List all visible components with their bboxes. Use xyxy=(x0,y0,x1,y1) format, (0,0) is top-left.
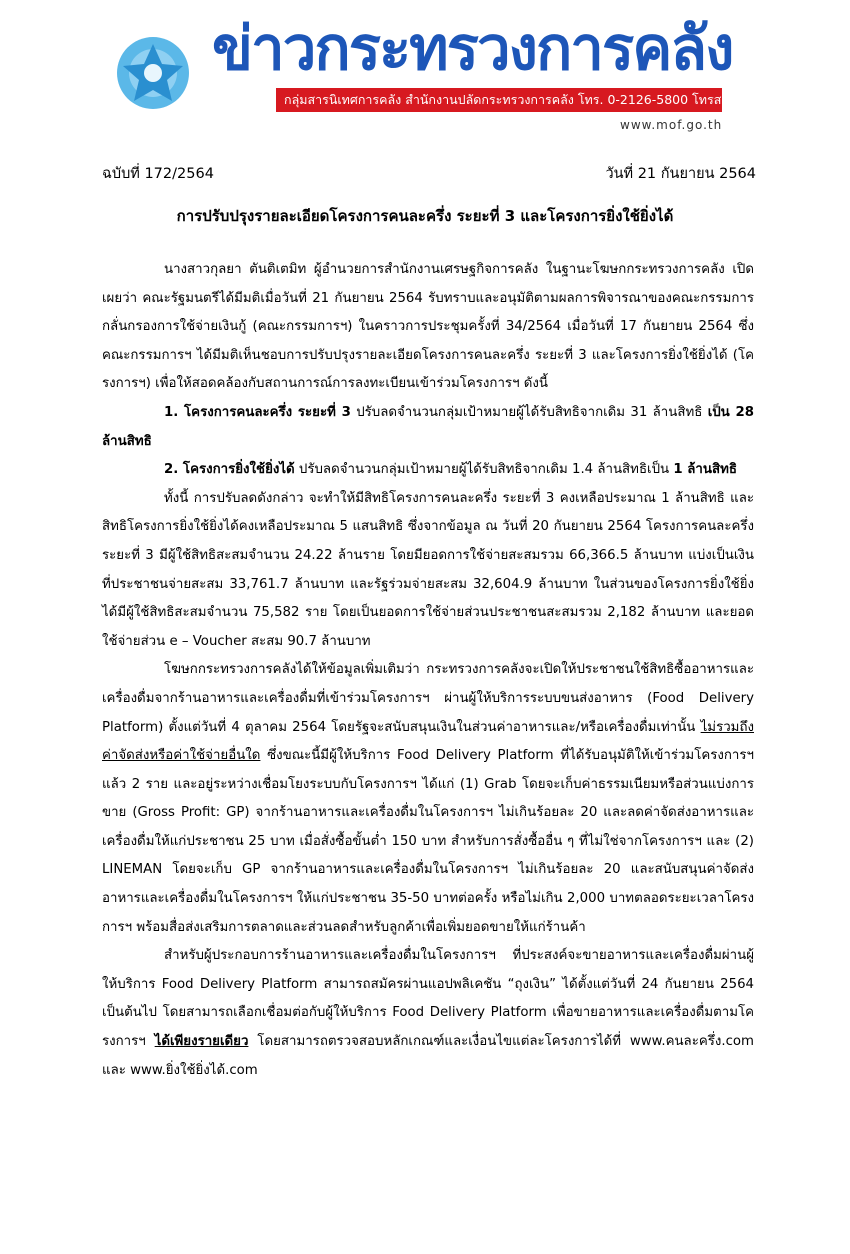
paragraph-statistics: ทั้งนี้ การปรับลดดังกล่าว จะทำให้มีสิทธิโครงการคนละครึ่ง ระยะที่ 3 คงเหลือประมาณ 1 ล้านสิทธิ และสิทธิโครงการยิ่งใช้ยิ่งได้คงเหลือประมาณ 5 แสนสิทธิ ซึ่งจากข้อมูล ณ วันที่ 20 กันยายน 2564 โครงการคนละครึ่ง ระยะที่ 3 มีผู้ใช้สิทธิสะสมจำนวน 24.22 ล้านราย โดยมียอดการใช้จ่ายสะสมรวม 66,366.5 ล้านบาท แบ่งเป็นเงินที่ประชาชนจ่ายสะสม 33,761.7 ล้านบาท และรัฐร่วมจ่ายสะสม 32,604.9 ล้านบาท ในส่วนของโครงการยิ่งใช้ยิ่งได้มีผู้ใช้สิทธิสะสมจำนวน 75,582 ราย โดยเป็นยอดการใช้จ่ายส่วนประชาชนสะสมรวม 2,182 ล้านบาท และยอดใช้จ่ายส่วน e – Voucher สะสม 90.7 ล้านบาท xyxy=(102,490,754,649)
item-1-text: ปรับลดจำนวนกลุ่มเป้าหมายผู้ได้รับสิทธิจากเดิม 31 ล้านสิทธิ xyxy=(350,404,708,420)
paragraph-delivery-b: ซึ่งขณะนี้มีผู้ให้บริการ Food Delivery Platform ที่ได้รับอนุมัติให้เข้าร่วมโครงการฯ แล้ว 2 ราย และอยู่ระหว่างเชื่อมโยงระบบกับโครงการฯ ได้แก่ (1) Grab โดยจะเก็บค่าธรรมเนียมหรือส่วนแบ่งการขาย (Gross Profit: GP) จากร้านอาหารและเครื่องดื่มในโครงการฯ ไม่เกินร้อยละ 20 และลดค่าจัดส่งอาหารและเครื่องดื่มให้แก่ประชาชน 25 บาท เมื่อสั่งซื้อขั้นต่ำ 150 บาท สำหรับการสั่งซื้ออื่น ๆ ที่ไม่ใช่จากโครงการฯ และ (2) LINEMAN โดยจะเก็บ GP จากร้านอาหารและเครื่องดื่มในโครงการฯ ไม่เกินร้อยละ 20 และสนับสนุนค่าจัดส่งอาหารและเครื่องดื่มในโครงการฯ ให้แก่ประชาชน 35-50 บาทต่อครั้ง หรือไม่เกิน 2,000 บาทตลอดระยะเวลาโครงการฯ พร้อมสื่อส่งเสริมการตลาดและส่วนลดสำหรับลูกค้าเพื่อเพิ่มยอดขายให้แก่ร้านค้า xyxy=(102,748,754,935)
paragraph-delivery xyxy=(102,656,754,942)
paragraph-intro: นางสาวกุลยา ตันติเตมิท ผู้อำนวยการสำนักงานเศรษฐกิจการคลัง ในฐานะโฆษกกระทรวงการคลัง เปิดเผยว่า คณะรัฐมนตรีได้มีมติเมื่อวันที่ 21 กันยายน 2564 รับทราบและอนุมัติตามผลการพิจารณาของคณะกรรมการกลั่นกรองการใช้จ่ายเงินกู้ (คณะกรรมการฯ) ในคราวการประชุมครั้งที่ 34/2564 เมื่อวันที่ 17 กันยายน 2564 ซึ่งคณะกรรมการฯ ได้มีมติเห็นชอบการปรับปรุงรายละเอียดโครงการคนละครึ่ง ระยะที่ 3 และโครงการยิ่งใช้ยิ่งได้ (โครงการฯ) เพื่อให้สอดคล้องกับสถานการณ์การลงทะเบียนเข้าร่วมโครงการฯ ดังนี้ xyxy=(102,262,754,392)
item-2-heading: 2. โครงการยิ่งใช้ยิ่งได้ xyxy=(164,462,295,478)
item-2 xyxy=(102,456,754,485)
paragraph-merchants-a: สำหรับผู้ประกอบการร้านอาหารและเครื่องดื่มในโครงการฯ ที่ประสงค์จะขายอาหารและเครื่องดื่มผ่านผู้ให้บริการ Food Delivery Platform สามารถสมัครผ่านแอปพลิเคชัน “ถุงเงิน” ได้ตั้งแต่วันที่ 24 กันยายน 2564 เป็นต้นไป โดยสามารถเลือกเชื่อมต่อกับผู้ให้บริการ Food Delivery Platform เพื่อขายอาหารและเครื่องดื่มตามโครงการฯ xyxy=(102,948,754,1050)
paragraph-delivery-a: โฆษกกระทรวงการคลังได้ให้ข้อมูลเพิ่มเติมว่า กระทรวงการคลังจะเปิดให้ประชาชนใช้สิทธิซื้ออาหารและเครื่องดื่มจากร้านอาหารและเครื่องดื่มที่เข้าร่วมโครงการฯ ผ่านผู้ให้บริการระบบขนส่งอาหาร (Food Delivery Platform) ตั้งแต่วันที่ 4 ตุลาคม 2564 โดยรัฐจะสนับสนุนเงินในส่วนค่าอาหารและ/หรือเครื่องดื่มเท่านั้น xyxy=(102,662,754,735)
website-url: www.mof.go.th xyxy=(620,118,723,132)
item-2-value: 1 ล้านสิทธิ xyxy=(673,462,737,478)
article-body xyxy=(102,256,754,1085)
item-1-value: เป็น 28 ล้านสิทธิ xyxy=(102,404,754,449)
ministry-emblem-icon xyxy=(110,30,196,116)
document-date: วันที่ 21 กันยายน 2564 xyxy=(605,166,756,182)
item-1 xyxy=(102,399,754,456)
paragraph-merchants xyxy=(102,942,754,1085)
document-number: ฉบับที่ 172/2564 xyxy=(102,166,214,182)
paragraph-delivery-underline: ไม่รวมถึงค่าจัดส่งหรือค่าใช้จ่ายอื่นใด xyxy=(102,719,754,764)
item-2-text: ปรับลดจำนวนกลุ่มเป้าหมายผู้ได้รับสิทธิจากเดิม 1.4 ล้านสิทธิเป็น xyxy=(294,462,674,478)
contact-bar: กลุ่มสารนิเทศการคลัง สำนักงานปลัดกระทรวงการคลัง โทร. 0-2126-5800 โทรสาร 0-2273-9763 xyxy=(276,88,722,112)
page-title: การปรับปรุงรายละเอียดโครงการคนละครึ่ง ระยะที่ 3 และโครงการยิ่งใช้ยิ่งได้ xyxy=(176,207,674,225)
letterhead xyxy=(0,0,850,145)
paragraph-merchants-b: โดยสามารถตรวจสอบหลักเกณฑ์และเงื่อนไขแต่ละโครงการได้ที่ www.คนละครึ่ง.com และ www.ยิ่งใช้ยิ่งได้.com xyxy=(102,1034,754,1078)
masthead-title: ข่าวกระทรวงการคลัง xyxy=(212,14,733,84)
paragraph-merchants-underline: ได้เพียงรายเดียว xyxy=(154,1034,249,1050)
item-1-heading: 1. โครงการคนละครึ่ง ระยะที่ 3 xyxy=(164,404,351,420)
